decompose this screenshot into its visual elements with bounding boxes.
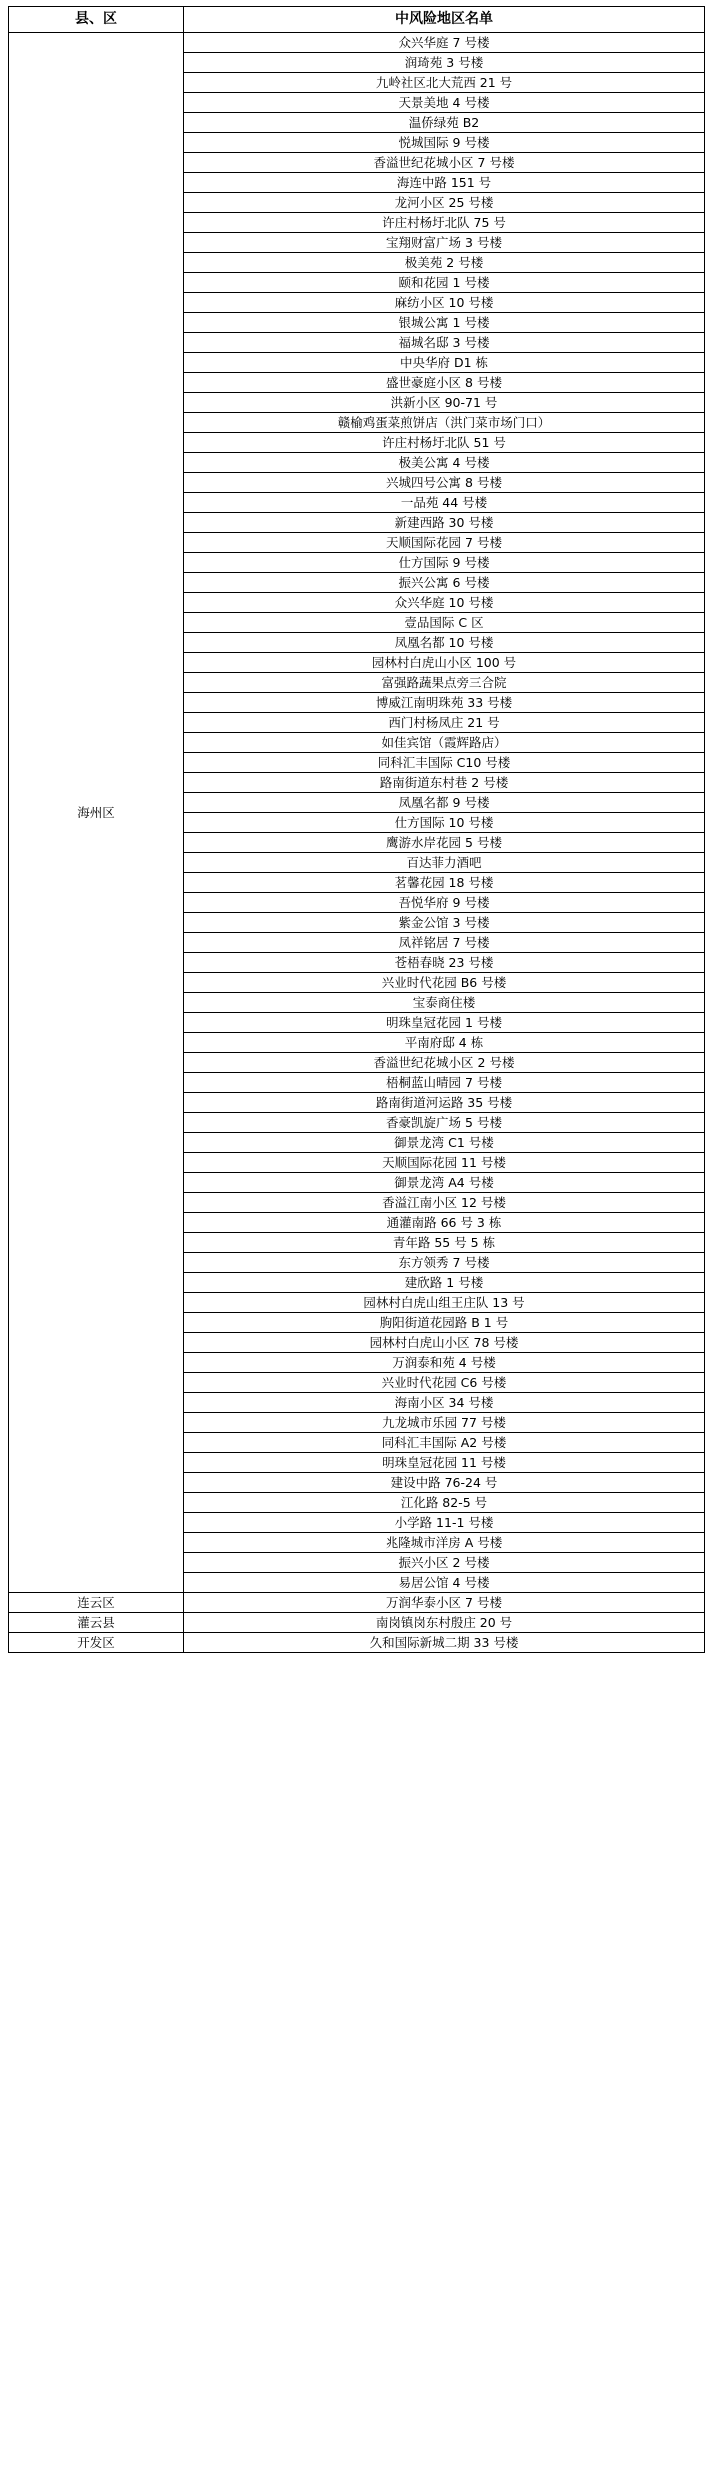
risk-area-cell: 天顺国际花园 7 号楼	[184, 533, 705, 553]
risk-area-cell: 宝泰商住楼	[184, 993, 705, 1013]
risk-area-cell: 御景龙湾 C1 号楼	[184, 1133, 705, 1153]
risk-area-cell: 路南街道河运路 35 号楼	[184, 1093, 705, 1113]
risk-area-cell: 江化路 82-5 号	[184, 1493, 705, 1513]
risk-area-cell: 园林村白虎山小区 100 号	[184, 653, 705, 673]
risk-area-cell: 青年路 55 号 5 栋	[184, 1233, 705, 1253]
risk-area-cell: 洪新小区 90-71 号	[184, 393, 705, 413]
risk-area-cell: 温侨绿苑 B2	[184, 113, 705, 133]
risk-area-cell: 御景龙湾 A4 号楼	[184, 1173, 705, 1193]
table-row	[9, 33, 705, 53]
risk-area-cell: 香溢世纪花城小区 7 号楼	[184, 153, 705, 173]
risk-area-cell: 振兴公寓 6 号楼	[184, 573, 705, 593]
risk-area-cell: 富强路蔬果点旁三合院	[184, 673, 705, 693]
risk-area-cell: 鹰游水岸花园 5 号楼	[184, 833, 705, 853]
risk-area-cell: 许庄村杨圩北队 51 号	[184, 433, 705, 453]
risk-area-cell: 中央华府 D1 栋	[184, 353, 705, 373]
risk-area-cell: 许庄村杨圩北队 75 号	[184, 213, 705, 233]
risk-area-cell: 吾悦华府 9 号楼	[184, 893, 705, 913]
table-header	[9, 7, 705, 33]
risk-area-cell: 万润华泰小区 7 号楼	[184, 1593, 705, 1613]
risk-area-cell: 小学路 11-1 号楼	[184, 1513, 705, 1533]
risk-area-cell: 宝翔财富广场 3 号楼	[184, 233, 705, 253]
risk-area-cell: 如佳宾馆（霞辉路店）	[184, 733, 705, 753]
column-header-list: 中风险地区名单	[184, 7, 705, 33]
risk-area-cell: 路南街道东村巷 2 号楼	[184, 773, 705, 793]
risk-area-cell: 麻纺小区 10 号楼	[184, 293, 705, 313]
risk-area-cell: 赣榆鸡蛋菜煎饼店（洪门菜市场门口）	[184, 413, 705, 433]
risk-area-cell: 同科汇丰国际 A2 号楼	[184, 1433, 705, 1453]
risk-area-cell: 仕方国际 9 号楼	[184, 553, 705, 573]
risk-area-cell: 九岭社区北大荒西 21 号	[184, 73, 705, 93]
risk-area-cell: 明珠皇冠花园 11 号楼	[184, 1453, 705, 1473]
risk-area-cell: 众兴华庭 7 号楼	[184, 33, 705, 53]
risk-area-cell: 香溢江南小区 12 号楼	[184, 1193, 705, 1213]
risk-area-cell: 仕方国际 10 号楼	[184, 813, 705, 833]
table-row	[9, 1633, 705, 1653]
risk-area-cell: 香豪凯旋广场 5 号楼	[184, 1113, 705, 1133]
risk-area-cell: 兆隆城市洋房 A 号楼	[184, 1533, 705, 1553]
risk-area-cell: 紫金公馆 3 号楼	[184, 913, 705, 933]
risk-area-cell: 建设中路 76-24 号	[184, 1473, 705, 1493]
risk-areas-table	[8, 6, 705, 1653]
risk-area-cell: 百达菲力酒吧	[184, 853, 705, 873]
risk-area-cell: 香溢世纪花城小区 2 号楼	[184, 1053, 705, 1073]
risk-area-cell: 天景美地 4 号楼	[184, 93, 705, 113]
risk-area-cell: 园林村白虎山组王庄队 13 号	[184, 1293, 705, 1313]
risk-area-cell: 通灌南路 66 号 3 栋	[184, 1213, 705, 1233]
table-row	[9, 1613, 705, 1633]
risk-area-cell: 极美苑 2 号楼	[184, 253, 705, 273]
risk-area-cell: 久和国际新城二期 33 号楼	[184, 1633, 705, 1653]
risk-area-cell: 天顺国际花园 11 号楼	[184, 1153, 705, 1173]
risk-area-cell: 盛世豪庭小区 8 号楼	[184, 373, 705, 393]
risk-area-cell: 银城公寓 1 号楼	[184, 313, 705, 333]
risk-area-cell: 南岗镇岗东村殷庄 20 号	[184, 1613, 705, 1633]
risk-area-cell: 苍梧春晓 23 号楼	[184, 953, 705, 973]
risk-area-cell: 建欣路 1 号楼	[184, 1273, 705, 1293]
risk-area-cell: 兴业时代花园 C6 号楼	[184, 1373, 705, 1393]
risk-area-cell: 润琦苑 3 号楼	[184, 53, 705, 73]
risk-area-cell: 凤祥铭居 7 号楼	[184, 933, 705, 953]
region-cell: 开发区	[9, 1633, 184, 1653]
risk-area-cell: 九龙城市乐园 77 号楼	[184, 1413, 705, 1433]
risk-area-cell: 博威江南明珠苑 33 号楼	[184, 693, 705, 713]
risk-area-cell: 茗馨花园 18 号楼	[184, 873, 705, 893]
risk-area-cell: 梧桐蓝山晴园 7 号楼	[184, 1073, 705, 1093]
risk-area-cell: 易居公馆 4 号楼	[184, 1573, 705, 1593]
risk-area-cell: 朐阳街道花园路 B 1 号	[184, 1313, 705, 1333]
risk-area-cell: 园林村白虎山小区 78 号楼	[184, 1333, 705, 1353]
risk-area-cell: 新建西路 30 号楼	[184, 513, 705, 533]
region-cell: 海州区	[9, 33, 184, 1593]
risk-area-cell: 平南府邸 4 栋	[184, 1033, 705, 1053]
table-body	[9, 33, 705, 1653]
risk-area-cell: 兴城四号公寓 8 号楼	[184, 473, 705, 493]
risk-area-cell: 海南小区 34 号楼	[184, 1393, 705, 1413]
risk-area-cell: 同科汇丰国际 C10 号楼	[184, 753, 705, 773]
risk-area-cell: 西门村杨凤庄 21 号	[184, 713, 705, 733]
risk-area-cell: 振兴小区 2 号楼	[184, 1553, 705, 1573]
risk-area-cell: 明珠皇冠花园 1 号楼	[184, 1013, 705, 1033]
risk-area-cell: 壹品国际 C 区	[184, 613, 705, 633]
risk-area-cell: 一品苑 44 号楼	[184, 493, 705, 513]
region-cell: 灌云县	[9, 1613, 184, 1633]
risk-area-cell: 海连中路 151 号	[184, 173, 705, 193]
risk-area-cell: 极美公寓 4 号楼	[184, 453, 705, 473]
column-header-region: 县、区	[9, 7, 184, 33]
risk-area-cell: 龙河小区 25 号楼	[184, 193, 705, 213]
risk-area-cell: 万润泰和苑 4 号楼	[184, 1353, 705, 1373]
risk-area-cell: 颐和花园 1 号楼	[184, 273, 705, 293]
table-row	[9, 1593, 705, 1613]
risk-area-cell: 兴业时代花园 B6 号楼	[184, 973, 705, 993]
risk-area-cell: 众兴华庭 10 号楼	[184, 593, 705, 613]
region-cell: 连云区	[9, 1593, 184, 1613]
table-header-row	[9, 7, 705, 33]
risk-area-cell: 凤凰名都 10 号楼	[184, 633, 705, 653]
risk-area-cell: 东方领秀 7 号楼	[184, 1253, 705, 1273]
risk-area-cell: 悦城国际 9 号楼	[184, 133, 705, 153]
risk-area-cell: 凤凰名都 9 号楼	[184, 793, 705, 813]
risk-area-cell: 福城名邸 3 号楼	[184, 333, 705, 353]
